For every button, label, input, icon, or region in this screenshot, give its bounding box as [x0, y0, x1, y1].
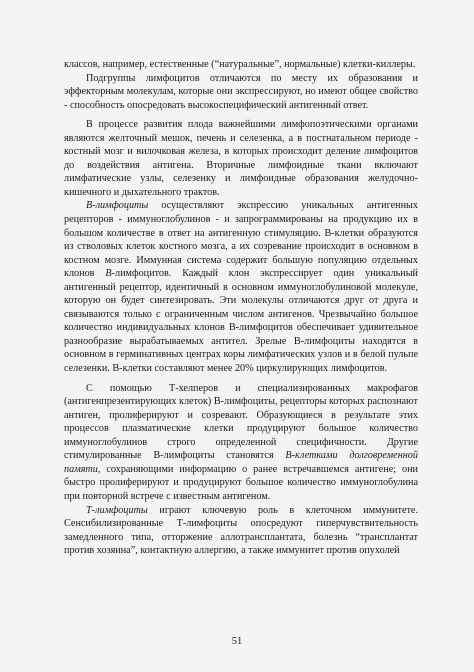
paragraph	[64, 199, 418, 375]
text-run: сохраняющими информацию о ранее встречавшемся антигене; они быстро пролиферируют и продуцируют большое количество иммуноглобулина при повторной встрече с известным антигеном.	[64, 463, 418, 502]
text-run-italic: В-клетками долговременной памяти,	[64, 450, 418, 475]
page-text	[64, 58, 418, 558]
paragraph	[64, 72, 418, 113]
text-run: В процессе развития плода важнейшими лимфопоэтическими органами являются желточный мешок, печень и селезенка, а в постнатальном периоде - костный мозг и вилочковая железа, в которых происходит деление лимфоцитов до воздействия антигена. Вторичные лимфоидные ткани включают лимфатические узлы, селезенку и лимфоидные образования желудочно-кишечного и дыхательного трактов.	[64, 119, 418, 198]
text-run: -лимфоцитов. Каждый клон экспрессирует один уникальный антигенный рецептор, идентичный в основном иммуноглобулиновой молекуле, которую он будет синтезировать. Эти молекулы отличаются друг от друга и связываются только с ограниченным числом антигенов. Чрезвычайно большое количество индивидуальных клонов В-лимфоцитов обеспечивает удивительное разнообразие вырабатываемых антител. Зрелые В-лимфоциты находятся в основном в герминативных центрах коры лимфатических узлов и в белой пульпе селезенки. В-клетки составляют менее 20% циркулирующих лимфоцитов.	[64, 268, 419, 375]
text-run: классов, например, естественные (“натуральные”, нормальные) клетки-киллеры.	[64, 59, 416, 70]
page-number: 51	[231, 636, 243, 647]
text-run-italic: В-лимфоциты	[86, 200, 149, 212]
text-run-italic: Т-лимфоциты	[86, 504, 148, 516]
paragraph	[64, 118, 418, 199]
text-run: Подгруппы лимфоцитов отличаются по месту их образования и эффекторным молекулам, которые они экспрессируют, но имеют общее свойство - способность опосредовать высокоспецифический антигенный ответ.	[64, 72, 418, 111]
paragraph	[64, 382, 418, 504]
text-run: играют ключевую роль в клеточном иммунитете. Сенсибилизированные Т-лимфоциты опосредуют гиперчувствительность замедленного типа, отторжение аллотрансплантата, болезнь “трансплантат против хозяина”, контактную аллергию, а также иммунитет против опухолей	[64, 504, 418, 557]
text-run-italic: В	[105, 268, 112, 280]
paragraph	[64, 58, 418, 72]
text-run: осуществляют экспрессию уникальных антигенных рецепторов - иммуноглобулинов - и запрограммированы на продукцию их в большом количестве в ответ на антигенную стимуляцию. В-клетки образуются из стволовых клеток костного мозга, а их созревание происходит в основном в костном мозге. Иммунная система содержит большую популяцию отдельных клонов	[64, 200, 418, 280]
paragraph	[64, 504, 418, 558]
text-run: С помощью Т-хелперов и специализированных макрофагов (антигенпрезентирующих клеток) В-лимфоциты, рецепторы которых распознают антиген, пролиферируют и созревают. Образующиеся в результате этих процессов плазматические клетки продуцируют большое количество иммуноглобулинов строго определенной специфичности. Другие стимулированные В-лимфоциты становятся	[64, 382, 418, 462]
